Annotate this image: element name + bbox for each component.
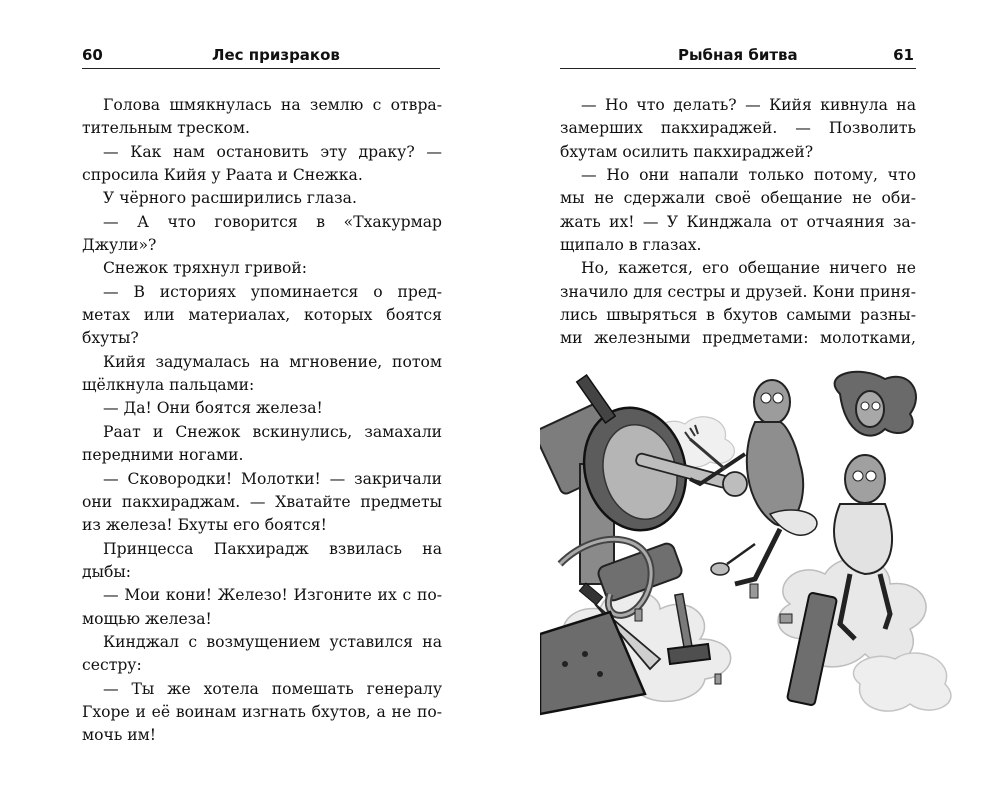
text-line: бхутам осилить пакхираджей? [560, 142, 814, 161]
text-line: Гхоре и её воинам изгнать бхутов, а не по- [82, 702, 442, 721]
spoon [711, 544, 755, 575]
text-line: У чёрного расширились глаза. [103, 189, 357, 208]
text-line: замерших пакхираджей. — Позволить [560, 119, 916, 138]
text-line: — А что говорится в «Тхакурмар [103, 212, 442, 231]
ghoul-right [835, 372, 916, 436]
text-line: щипало в глазах. [560, 236, 702, 255]
text-line: ми железными предметами: молотками, [560, 329, 916, 348]
text-line: из железа! Бхуты его боятся! [82, 516, 327, 535]
running-head-left [82, 44, 440, 69]
text-line: Кийя задумалась на мгновение, потом [103, 352, 442, 371]
text-line: лись швыряться в бхутов самыми разны- [560, 306, 916, 325]
text-line: — Да! Они боятся железа! [103, 399, 323, 418]
page-number: 61 [893, 46, 914, 64]
text-line: Снежок тряхнул гривой: [103, 259, 308, 278]
text-line: сестру: [82, 656, 142, 675]
text-line: Но, кажется, его обещание ничего не [581, 259, 916, 278]
page-number: 60 [82, 46, 103, 64]
running-head-title: Лес призраков [212, 46, 340, 64]
body-text-right [560, 94, 916, 351]
text-line: мощью железа! [82, 609, 212, 628]
text-line: Раат и Снежок вскинулись, замахали [103, 422, 442, 441]
text-line: мы не сдержали своё обещание не оби- [560, 189, 916, 208]
running-head-title: Рыбная битва [678, 46, 798, 64]
text-line: значило для сестры и друзей. Кони приня- [560, 282, 916, 301]
text-line: — Ты же хотела помешать генералу [103, 679, 442, 698]
text-line: дыбы: [82, 562, 132, 581]
text-line: метах или материалах, которых боятся [82, 306, 442, 325]
text-line: — В историях упоминается о пред- [103, 282, 442, 301]
text-line: бхуты? [82, 329, 139, 348]
text-line: — Сковородки! Молотки! — закричали [103, 469, 442, 488]
text-line: тительным треском. [82, 119, 250, 138]
text-line: щёлкнула пальцами: [82, 376, 255, 395]
text-line: Принцесса Пакхирадж взвилась на [103, 539, 442, 558]
text-line: передними ногами. [82, 446, 244, 465]
text-line: — Как нам остановить эту драку? — [103, 142, 442, 161]
illustration [540, 354, 970, 722]
text-line: — Но что делать? — Кийя кивнула на [581, 96, 916, 114]
text-line: они пакхираджам. — Хватайте предметы [82, 492, 442, 511]
text-line: жать их! — У Кинджала от отчаяния за- [560, 212, 916, 231]
text-line: Джули»? [82, 236, 157, 255]
text-line: — Мои кони! Железо! Изгоните их с по- [103, 586, 442, 605]
text-line: — Но они напали только потому, что [581, 166, 916, 185]
running-head-right [560, 44, 916, 69]
text-line: мочь им! [82, 726, 157, 745]
text-line: Кинджал с возмущением уставился на [103, 632, 442, 651]
text-line: Голова шмякнулась на землю с отвра- [103, 96, 442, 114]
text-line: спросила Кийя у Раата и Снежка. [82, 166, 363, 185]
body-text-left [82, 94, 442, 748]
